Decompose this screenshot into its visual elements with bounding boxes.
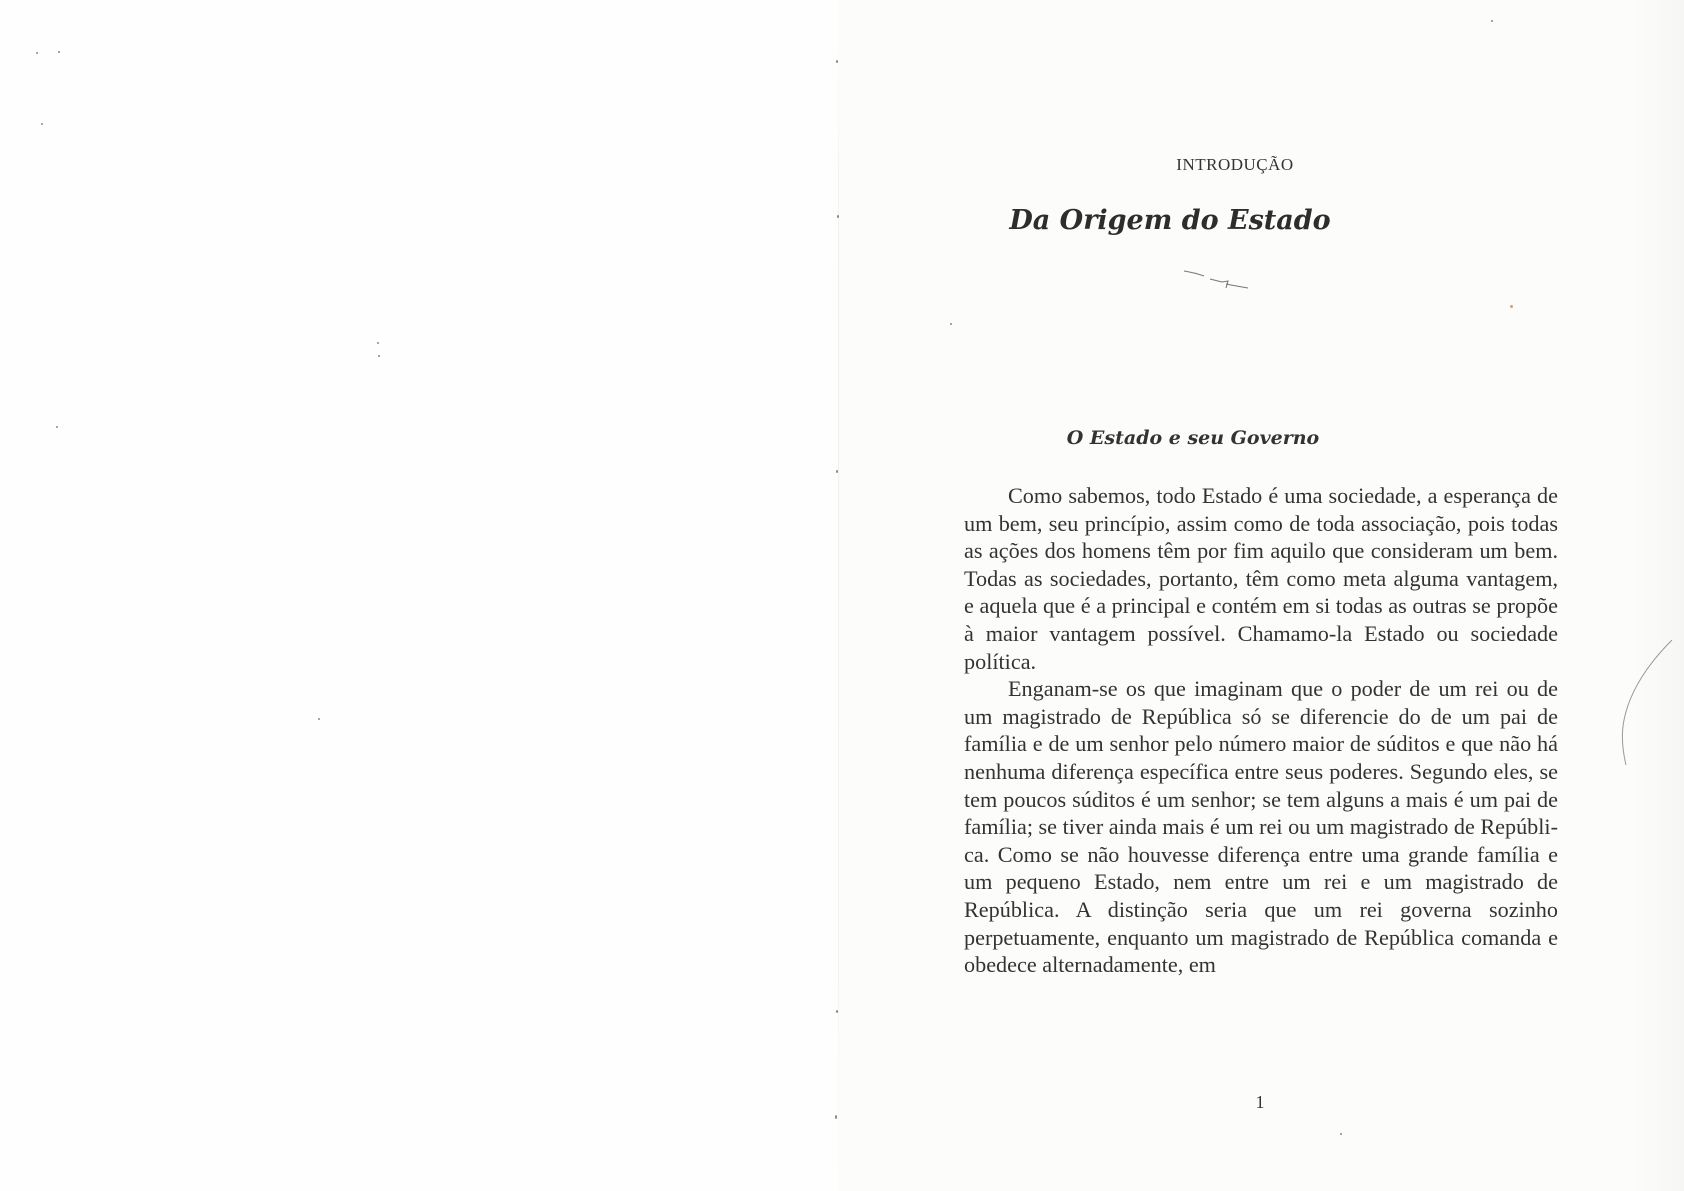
page-number: 1 — [1255, 1092, 1265, 1112]
scan-speck — [1510, 305, 1513, 308]
body-text — [964, 482, 1558, 979]
chapter-title: Da Origem do Estado — [1009, 205, 1331, 236]
page-edge-shadow — [1630, 0, 1684, 1191]
scan-speck — [950, 323, 952, 325]
scan-speck — [56, 426, 58, 428]
scan-speck — [318, 718, 320, 720]
paragraph: Como sabemos, todo Estado é uma sociedade, a esperança de um bem, seu princípio, assim como de toda associação, pois todas as ações dos homens têm por fim aquilo que consideram um bem. Todas as sociedades, portanto, têm como meta alguma vantagem, e aquela que é a principal e contém em si todas as outras se propõe à maior vantagem possível. Chamamo-la Estado ou sociedade política. — [964, 483, 1558, 674]
scan-speck — [36, 52, 38, 54]
running-head: INTRODUÇÃO — [1176, 155, 1294, 174]
scan-speck — [835, 1115, 837, 1119]
ornament-flourish-icon — [1182, 268, 1252, 292]
paragraph: Enganam-se os que imaginam que o poder de um rei ou de um magistrado de República só se diferencie do de um pai de família e de um senhor pelo número maior de súditos e que não há nenhuma diferença específica entre seus poderes. Segundo eles, se tem poucos súditos é um senhor; se tem alguns a mais é um pai de família; se tiver ainda mais é um rei ou um magistrado de República. Como se não houvesse diferença entre uma grande família e um pequeno Estado, nem entre um rei e um magistrado de República. A distinção seria que um rei governa sozinho perpetuamente, enquanto um magistrado de República comanda e obedece alternadamente, em — [964, 676, 1558, 978]
scan-speck — [378, 355, 380, 357]
left-page-blank — [0, 0, 838, 1191]
scan-speck — [58, 51, 60, 53]
scan-speck — [41, 123, 43, 125]
scan-speck — [1340, 1133, 1342, 1135]
scan-speck — [1491, 20, 1493, 22]
section-title: O Estado e seu Governo — [1066, 427, 1320, 449]
scan-speck — [377, 342, 379, 344]
